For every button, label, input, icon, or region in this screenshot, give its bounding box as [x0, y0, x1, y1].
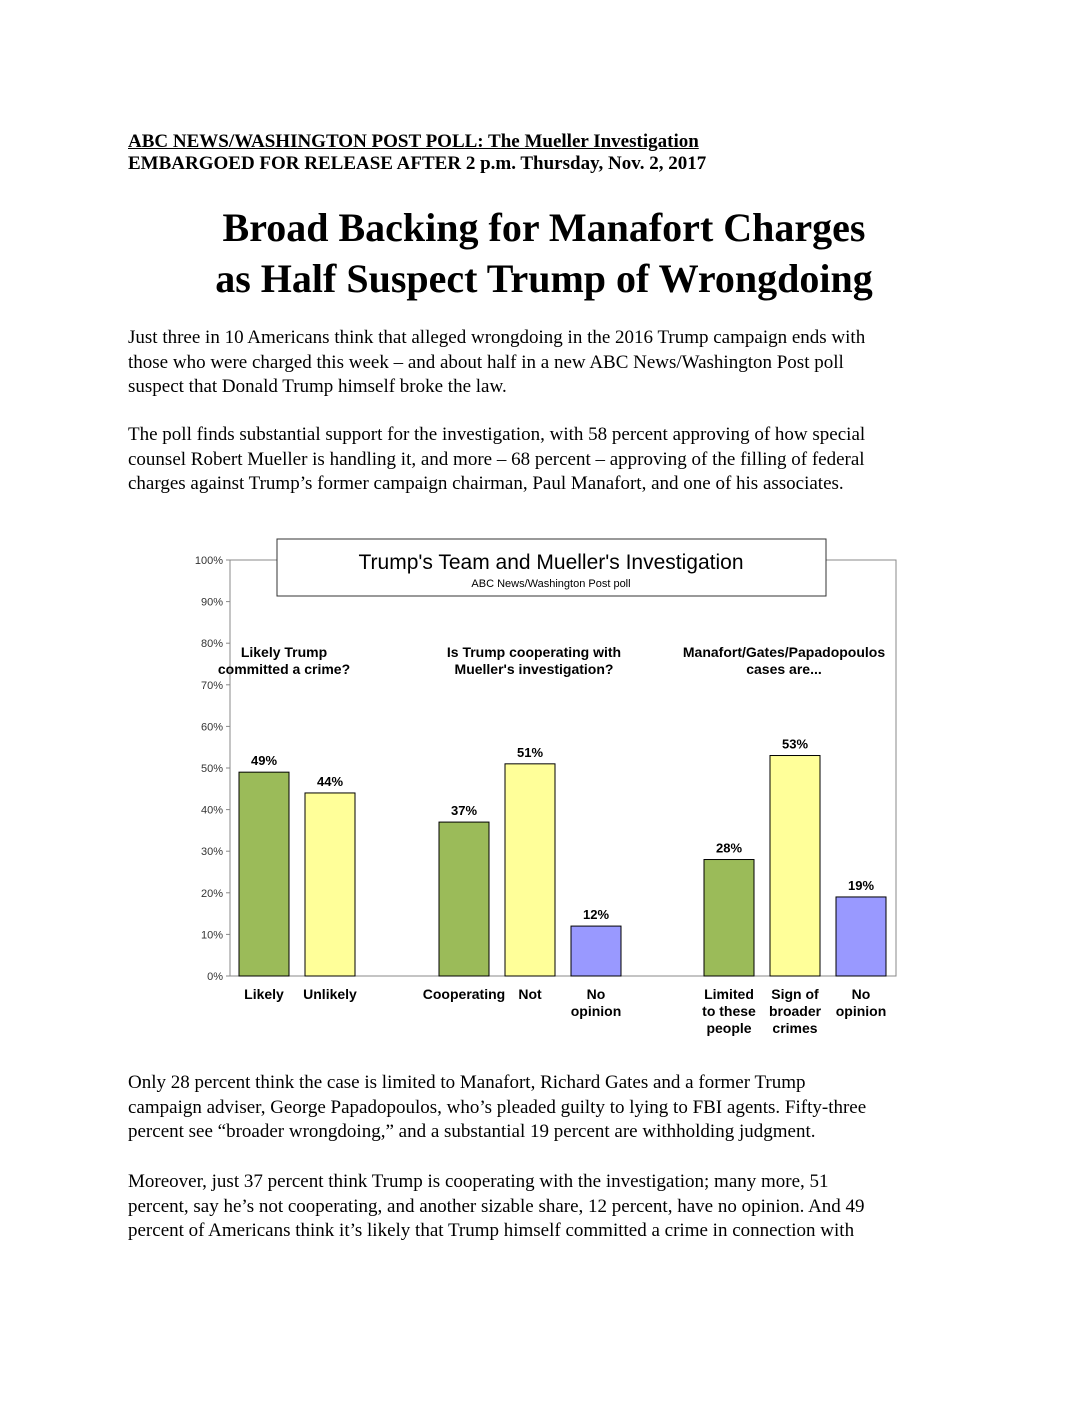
x-category-label: people — [706, 1020, 752, 1036]
group-question: Manafort/Gates/Papadopoulos — [682, 644, 886, 660]
paragraph-cases — [128, 1071, 968, 1145]
paragraph-line: Moreover, just 37 percent think Trump is cooperating with the investigation; many more, 51 — [128, 1171, 829, 1192]
bar-chart — [150, 530, 910, 1045]
bar — [439, 822, 489, 976]
paragraph-line: percent see “broader wrongdoing,” and a substantial 19 percent are withholding judgment. — [128, 1121, 816, 1142]
y-tick-label: 20% — [200, 887, 223, 900]
paragraph-line: charges against Trump’s former campaign chairman, Paul Manafort, and one of his associates. — [128, 473, 844, 494]
bar — [305, 793, 355, 976]
x-category-label: opinion — [570, 1003, 622, 1019]
y-tick-label: 100% — [194, 555, 223, 567]
group-question: Mueller's investigation? — [454, 661, 614, 677]
paragraph-support — [128, 423, 968, 497]
bar-value-label: 12% — [582, 907, 610, 923]
paragraph-line: The poll finds substantial support for the investigation, with 58 percent approving of how special — [128, 424, 866, 445]
x-category-label: broader — [768, 1003, 822, 1019]
bar-value-label: 28% — [715, 840, 743, 856]
x-category-label: Not — [518, 986, 542, 1002]
paragraph-line: campaign adviser, George Papadopoulos, who’s pleaded guilty to lying to FBI agents. Fifty-three — [128, 1096, 867, 1118]
y-tick-label: 90% — [200, 596, 223, 609]
paragraph-line: counsel Robert Mueller is handling it, and more – 68 percent – approving of the filling of federal — [128, 448, 865, 470]
headline-line-2: as Half Suspect Trump of Wrongdoing — [215, 256, 873, 301]
embargo-line: EMBARGOED FOR RELEASE AFTER 2 p.m. Thursday, Nov. 2, 2017 — [128, 153, 707, 174]
bar — [571, 926, 621, 976]
bar — [770, 756, 820, 976]
x-category-label: Sign of — [771, 986, 819, 1002]
bar-value-label: 19% — [847, 877, 875, 893]
paragraph-line: percent of Americans think it’s likely that Trump himself committed a crime in connection with — [128, 1220, 855, 1241]
x-category-label: Likely — [244, 986, 284, 1002]
paragraph-cooperation — [128, 1170, 968, 1244]
y-tick-label: 50% — [200, 763, 223, 775]
group-question: cases are... — [746, 661, 822, 677]
paragraph-line: percent, say he’s not cooperating, and another sizable share, 12 percent, have no opinion. And 49 — [128, 1195, 865, 1217]
y-tick-label: 40% — [200, 804, 223, 817]
paragraph-line: Only 28 percent think the case is limited to Manafort, Richard Gates and a former Trump — [128, 1072, 806, 1093]
headline-line-1: Broad Backing for Manafort Charges — [222, 205, 866, 250]
group-question: Is Trump cooperating with — [446, 644, 622, 660]
chart-subtitle: ABC News/Washington Post poll — [471, 578, 631, 590]
y-tick-label: 10% — [200, 929, 223, 942]
bar — [704, 860, 754, 976]
bar — [505, 764, 555, 976]
bar-value-label: 49% — [250, 753, 278, 769]
bar-value-label: 44% — [316, 773, 344, 789]
bar-value-label: 51% — [516, 744, 544, 760]
x-category-label: Cooperating — [422, 986, 506, 1002]
x-category-label: opinion — [835, 1003, 887, 1019]
y-tick-label: 0% — [207, 971, 223, 983]
y-tick-label: 30% — [200, 846, 223, 859]
bar-value-label: 37% — [450, 803, 478, 819]
bar-value-label: 53% — [781, 736, 809, 752]
bar — [836, 897, 886, 976]
x-category-label: No — [586, 986, 606, 1002]
paragraph-intro — [128, 326, 968, 400]
x-category-label: No — [851, 986, 871, 1002]
paragraph-line: those who were charged this week – and about half in a new ABC News/Washington Post poll — [128, 351, 844, 373]
paragraph-line: Just three in 10 Americans think that alleged wrongdoing in the 2016 Trump campaign ends with — [128, 327, 866, 348]
y-tick-label: 60% — [200, 721, 223, 734]
x-category-label: Limited — [704, 986, 754, 1002]
chart-title: Trump's Team and Mueller's Investigation — [358, 551, 744, 574]
x-category-label: crimes — [772, 1020, 818, 1036]
y-tick-label: 80% — [200, 638, 223, 651]
x-category-label: to these — [702, 1003, 756, 1019]
paragraph-line: suspect that Donald Trump himself broke the law. — [128, 376, 507, 397]
group-question: Likely Trump — [240, 644, 328, 660]
y-tick-label: 70% — [200, 679, 223, 692]
x-category-label: Unlikely — [303, 986, 357, 1002]
group-question: committed a crime? — [217, 661, 351, 677]
poll-header: ABC NEWS/WASHINGTON POST POLL: The Mueller Investigation — [128, 131, 699, 152]
bar — [239, 772, 289, 976]
